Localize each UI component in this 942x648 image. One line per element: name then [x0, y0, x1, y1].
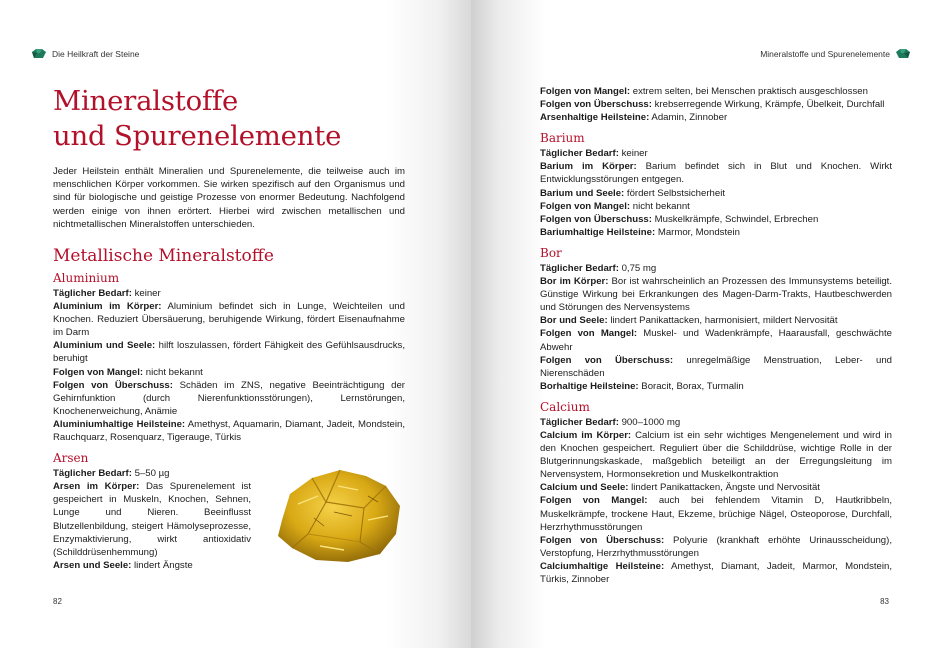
- entry-label: Borhaltige Heilsteine:: [540, 380, 639, 392]
- entry-text: Muskel- und Wadenkrämpfe, Haarausfall, geschwächte Abwehr: [540, 328, 892, 353]
- running-head-right: [760, 48, 912, 59]
- entry-text: 5–50 µg: [131, 468, 170, 480]
- entry-label: Calcium und Seele:: [540, 482, 629, 494]
- mineral-heading: Bor: [540, 245, 562, 260]
- entry-text: Das Spurenelement ist gespeichert in Muskeln, Knochen, Sehnen, Lunge und Nieren. Beeinflusst Blutzellenbildung, steigert Hämolyseprozesse, Enzymaktivierung, wirkt antioxidativ (Schilddrüsenhemmung): [53, 481, 252, 558]
- mineral-arsen: [53, 450, 405, 572]
- entry-label: Calcium im Körper:: [540, 429, 632, 441]
- entry-text: unregelmäßige Menstruation, Leber- und Nierenschäden: [540, 354, 892, 379]
- entry-label: Täglicher Bedarf:: [540, 416, 619, 428]
- entry-label: Folgen von Überschuss:: [540, 534, 665, 546]
- entry-line: [540, 85, 892, 98]
- running-head-text: Mineralstoffe und Spurenelemente: [760, 48, 890, 59]
- entry-label: Arsen im Körper:: [53, 481, 140, 493]
- entry-line: [540, 226, 892, 239]
- entry-line: [540, 481, 892, 494]
- entry-label: Folgen von Mangel:: [540, 328, 638, 340]
- entry-text: auch bei fehlendem Vitamin D, Hautkribbeln, Muskelkrämpfe, trockene Haut, Ekzeme, brüchige Nägel, Osteoporose, Durchfall, Herzrhythmusstörungen: [540, 495, 892, 533]
- entry-label: Bor im Körper:: [540, 276, 609, 288]
- orpiment-mineral-photo: [268, 456, 406, 566]
- entry-text: nicht bekannt: [143, 366, 203, 378]
- entry-label: Aluminium im Körper:: [53, 301, 162, 313]
- entry-text: Adamin, Zinnober: [649, 112, 728, 124]
- running-head-left: [30, 48, 139, 59]
- entry-text: keiner: [618, 148, 648, 160]
- entry-label: Folgen von Überschuss:: [540, 354, 674, 366]
- entry-label: Folgen von Mangel:: [540, 495, 648, 507]
- entry-line: [540, 98, 892, 111]
- entry-line: [53, 379, 405, 418]
- title-line-1: Mineralstoffe: [53, 85, 239, 117]
- entry-label: Täglicher Bedarf:: [53, 468, 132, 480]
- entry-label: Folgen von Mangel:: [540, 200, 631, 212]
- right-content: [540, 85, 892, 592]
- entry-label: Täglicher Bedarf:: [540, 262, 619, 274]
- mineral-calcium: [540, 399, 892, 586]
- entry-text: keiner: [131, 288, 161, 300]
- mineral-bor: [540, 245, 892, 393]
- section-title: Metallische Mineralstoffe: [53, 246, 274, 267]
- entry-text: Polyurie (krankhaft erhöhte Urinausscheidung), Verstopfung, Herzrhythmusstörungen: [540, 534, 892, 559]
- entry-line: [540, 534, 892, 560]
- entry-label: Barium im Körper:: [540, 161, 637, 173]
- entry-text: extrem selten, bei Menschen praktisch ausgeschlossen: [630, 86, 868, 97]
- entry-text: hilft loszulassen, fördert Fähigkeit des Gefühlsausdrucks, beruhigt: [53, 340, 405, 365]
- entry-label: Arsen und Seele:: [53, 559, 132, 571]
- entry-text: Marmor, Mondstein: [655, 226, 740, 238]
- entry-label: Aluminium und Seele:: [53, 340, 156, 352]
- entry-line: [540, 160, 892, 186]
- entry-text: lindert Panikattacken, harmonisiert, mildert Nervosität: [607, 315, 838, 327]
- entry-label: Täglicher Bedarf:: [540, 148, 619, 160]
- entry-line: [540, 494, 892, 533]
- entry-label: Folgen von Mangel:: [53, 366, 144, 378]
- entry-text: fördert Selbstsicherheit: [624, 187, 726, 199]
- arsen-text-column: [53, 480, 251, 559]
- mineral-heading: Arsen: [53, 451, 89, 466]
- entry-text: Bor ist wahrscheinlich an Prozessen des Immunsystems beteiligt. Günstige Wirkung bei Erkrankungen des Magen-Darm-Trakts, Hautbeschwerden und Störungen des Nervensystems: [540, 276, 892, 314]
- entry-line: [540, 200, 892, 213]
- entry-line: [540, 262, 892, 275]
- entry-line: [53, 366, 405, 379]
- entry-text: krebserregende Wirkung, Krämpfe, Übelkeit, Durchfall: [651, 99, 885, 111]
- mineral-heading: Aluminium: [53, 271, 120, 286]
- mineral-barium: [540, 130, 892, 239]
- entry-label: Barium und Seele:: [540, 187, 625, 199]
- entry-label: Aluminiumhaltige Heilsteine:: [53, 418, 186, 430]
- entry-label: Folgen von Überschuss:: [540, 213, 652, 225]
- entry-line: [540, 213, 892, 226]
- entry-label: Arsenhaltige Heilsteine:: [540, 112, 650, 124]
- running-head-text: Die Heilkraft der Steine: [52, 48, 140, 59]
- entry-line: [540, 560, 892, 586]
- entry-label: Bor und Seele:: [540, 315, 608, 327]
- page-number-right: 83: [880, 597, 889, 606]
- mineral-heading: Calcium: [540, 399, 590, 414]
- entry-line: [53, 339, 405, 365]
- entry-text: Aluminium befindet sich in Lunge, Weichteilen und Knochen. Reduziert Übersäuerung, beruhigende Wirkung, fördert Eisenaufnahme im Darm: [53, 301, 405, 339]
- entry-line: [53, 300, 405, 339]
- entry-line: [540, 111, 892, 124]
- entry-text: Amethyst, Diamant, Jadeit, Marmor, Mondstein, Türkis, Zinnober: [540, 560, 893, 585]
- entry-line: [540, 147, 892, 160]
- page-number-left: 82: [53, 597, 62, 606]
- intro-paragraph: Jeder Heilstein enthält Mineralien und Spurenelemente, die teilweise auch im menschlichen Körper vorkommen. Sie wirken spezifisch auf den Organismus und sind für biologische und geistige Prozesse von enormer Bedeutung. Nachfolgend werden einige von ihnen erörtert. Hierbei wird zwischen metallischen und nichtmetallischen Mineralstoffen unterschieden.: [53, 166, 405, 230]
- entry-label: Folgen von Überschuss:: [53, 379, 173, 391]
- entry-line: [540, 380, 892, 393]
- entry-line: [540, 314, 892, 327]
- entry-text: Boracit, Borax, Turmalin: [638, 380, 744, 392]
- entry-line: [540, 187, 892, 200]
- entry-line: [540, 429, 892, 481]
- left-content: [53, 84, 405, 572]
- entry-line: [540, 354, 892, 380]
- entry-text: lindert Panikattacken, Ängste und Nervosität: [628, 482, 820, 494]
- entry-text: Muskelkrämpfe, Schwindel, Erbrechen: [651, 213, 819, 225]
- gemstone-icon: [895, 48, 912, 59]
- entry-text: Barium befindet sich in Blut und Knochen. Wirkt Entwicklungsstörungen entgegen.: [540, 161, 892, 186]
- entry-text: 900–1000 mg: [618, 416, 681, 428]
- mineral-aluminium: [53, 270, 405, 444]
- entry-line: [540, 275, 892, 314]
- entry-label: Täglicher Bedarf:: [53, 288, 132, 300]
- entry-text: nicht bekannt: [630, 200, 690, 212]
- mineral-heading: Barium: [540, 131, 585, 146]
- entry-line: [53, 418, 405, 444]
- entry-text: 0,75 mg: [618, 262, 657, 274]
- entry-text: Calcium ist ein sehr wichtiges Mengenelement und wird in den Knochen gespeichert. Reguliert über die Schilddrüse, wichtige Rolle in der Blutgerinnungskaskade, maßgeblich beteiligt an der Erregungsleitung im Nervensystem, Hormonsekretion und Muskelkontraktion: [540, 429, 892, 481]
- entry-line: [53, 480, 251, 559]
- page-title: [53, 84, 405, 154]
- title-line-2: und Spurenelemente: [53, 120, 342, 152]
- entry-text: Amethyst, Aquamarin, Diamant, Jadeit, Mondstein, Rauchquarz, Rosenquarz, Tigerauge, Türkis: [53, 418, 405, 444]
- entry-text: lindert Ängste: [131, 559, 193, 571]
- entry-line: [540, 327, 892, 353]
- entry-label: Folgen von Mangel:: [540, 86, 631, 97]
- entry-label: Calciumhaltige Heilsteine:: [540, 560, 665, 572]
- entry-line: [53, 287, 405, 300]
- entry-label: Folgen von Überschuss:: [540, 99, 652, 111]
- arsen-continued: [540, 85, 892, 124]
- entry-label: Bariumhaltige Heilsteine:: [540, 226, 656, 238]
- entry-line: [540, 416, 892, 429]
- entry-text: Schäden im ZNS, negative Beeinträchtigung der Gehirnfunktion (durch Nierenfunktionsstörungen), Lernstörungen, Knochenerweichung, Anämie: [53, 379, 405, 417]
- right-page: [471, 0, 942, 648]
- gemstone-icon: [30, 48, 47, 59]
